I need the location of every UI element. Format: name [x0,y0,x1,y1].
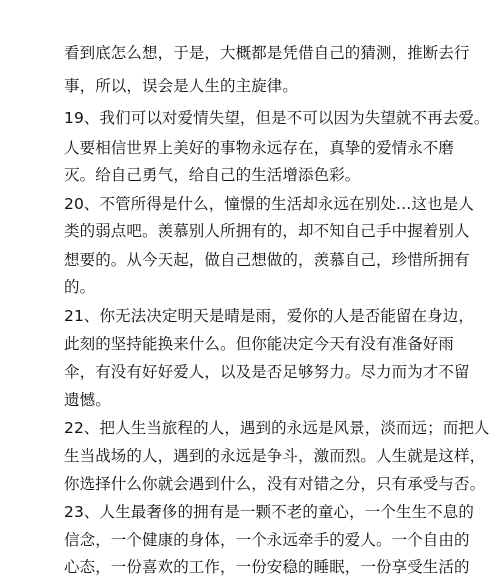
text-line: 遗憾。 [64,391,111,409]
text-line: 心态，一份喜欢的工作，一份安稳的睡眠，一份享受生活的 [64,558,470,576]
text-line: 19、我们可以对爱情失望，但是不可以因为失望就不再去爱。 [64,109,490,127]
text-line: 22、把人生当旅程的人，遇到的永远是风景，淡而远；而把人 [64,419,490,437]
text-line: 生当战场的人，遇到的永远是争斗，激而烈。人生就是这样， [64,447,486,465]
text-line: 23、人生最奢侈的拥有是一颗不老的童心，一个生生不息的 [64,503,474,521]
text-line: 伞，有没有好好爱人，以及是否足够努力。尽力而为才不留 [64,363,470,381]
text-line: 灭。给自己勇气，给自己的生活增添色彩。 [64,166,361,184]
text-line: 21、你无法决定明天是晴是雨，爱你的人是否能留在身边， [64,307,474,325]
text-line: 事，所以，误会是人生的主旋律。 [64,77,299,95]
text-line: 类的弱点吧。羡慕别人所拥有的，却不知自己手中握着别人 [64,222,470,240]
text-line: 人要相信世界上美好的事物永远存在，真挚的爱情永不磨 [64,139,455,157]
text-line: 看到底怎么想，于是，大概都是凭借自己的猜测，推断去行 [64,44,470,62]
text-line: 20、不管所得是什么，憧憬的生活却永远在别处…这也是人 [64,195,474,213]
text-line: 的。 [64,278,96,296]
text-line: 你选择什么你就会遇到什么，没有对错之分，只有承受与否。 [64,475,486,493]
text-line: 此刻的坚持能换来什么。但你能决定今天有没有准备好雨 [64,335,455,353]
text-line: 想要的。从今天起，做自己想做的，羡慕自己，珍惜所拥有 [64,251,470,269]
text-line: 信念，一个健康的身体，一个永远牵手的爱人。一个自由的 [64,531,470,549]
